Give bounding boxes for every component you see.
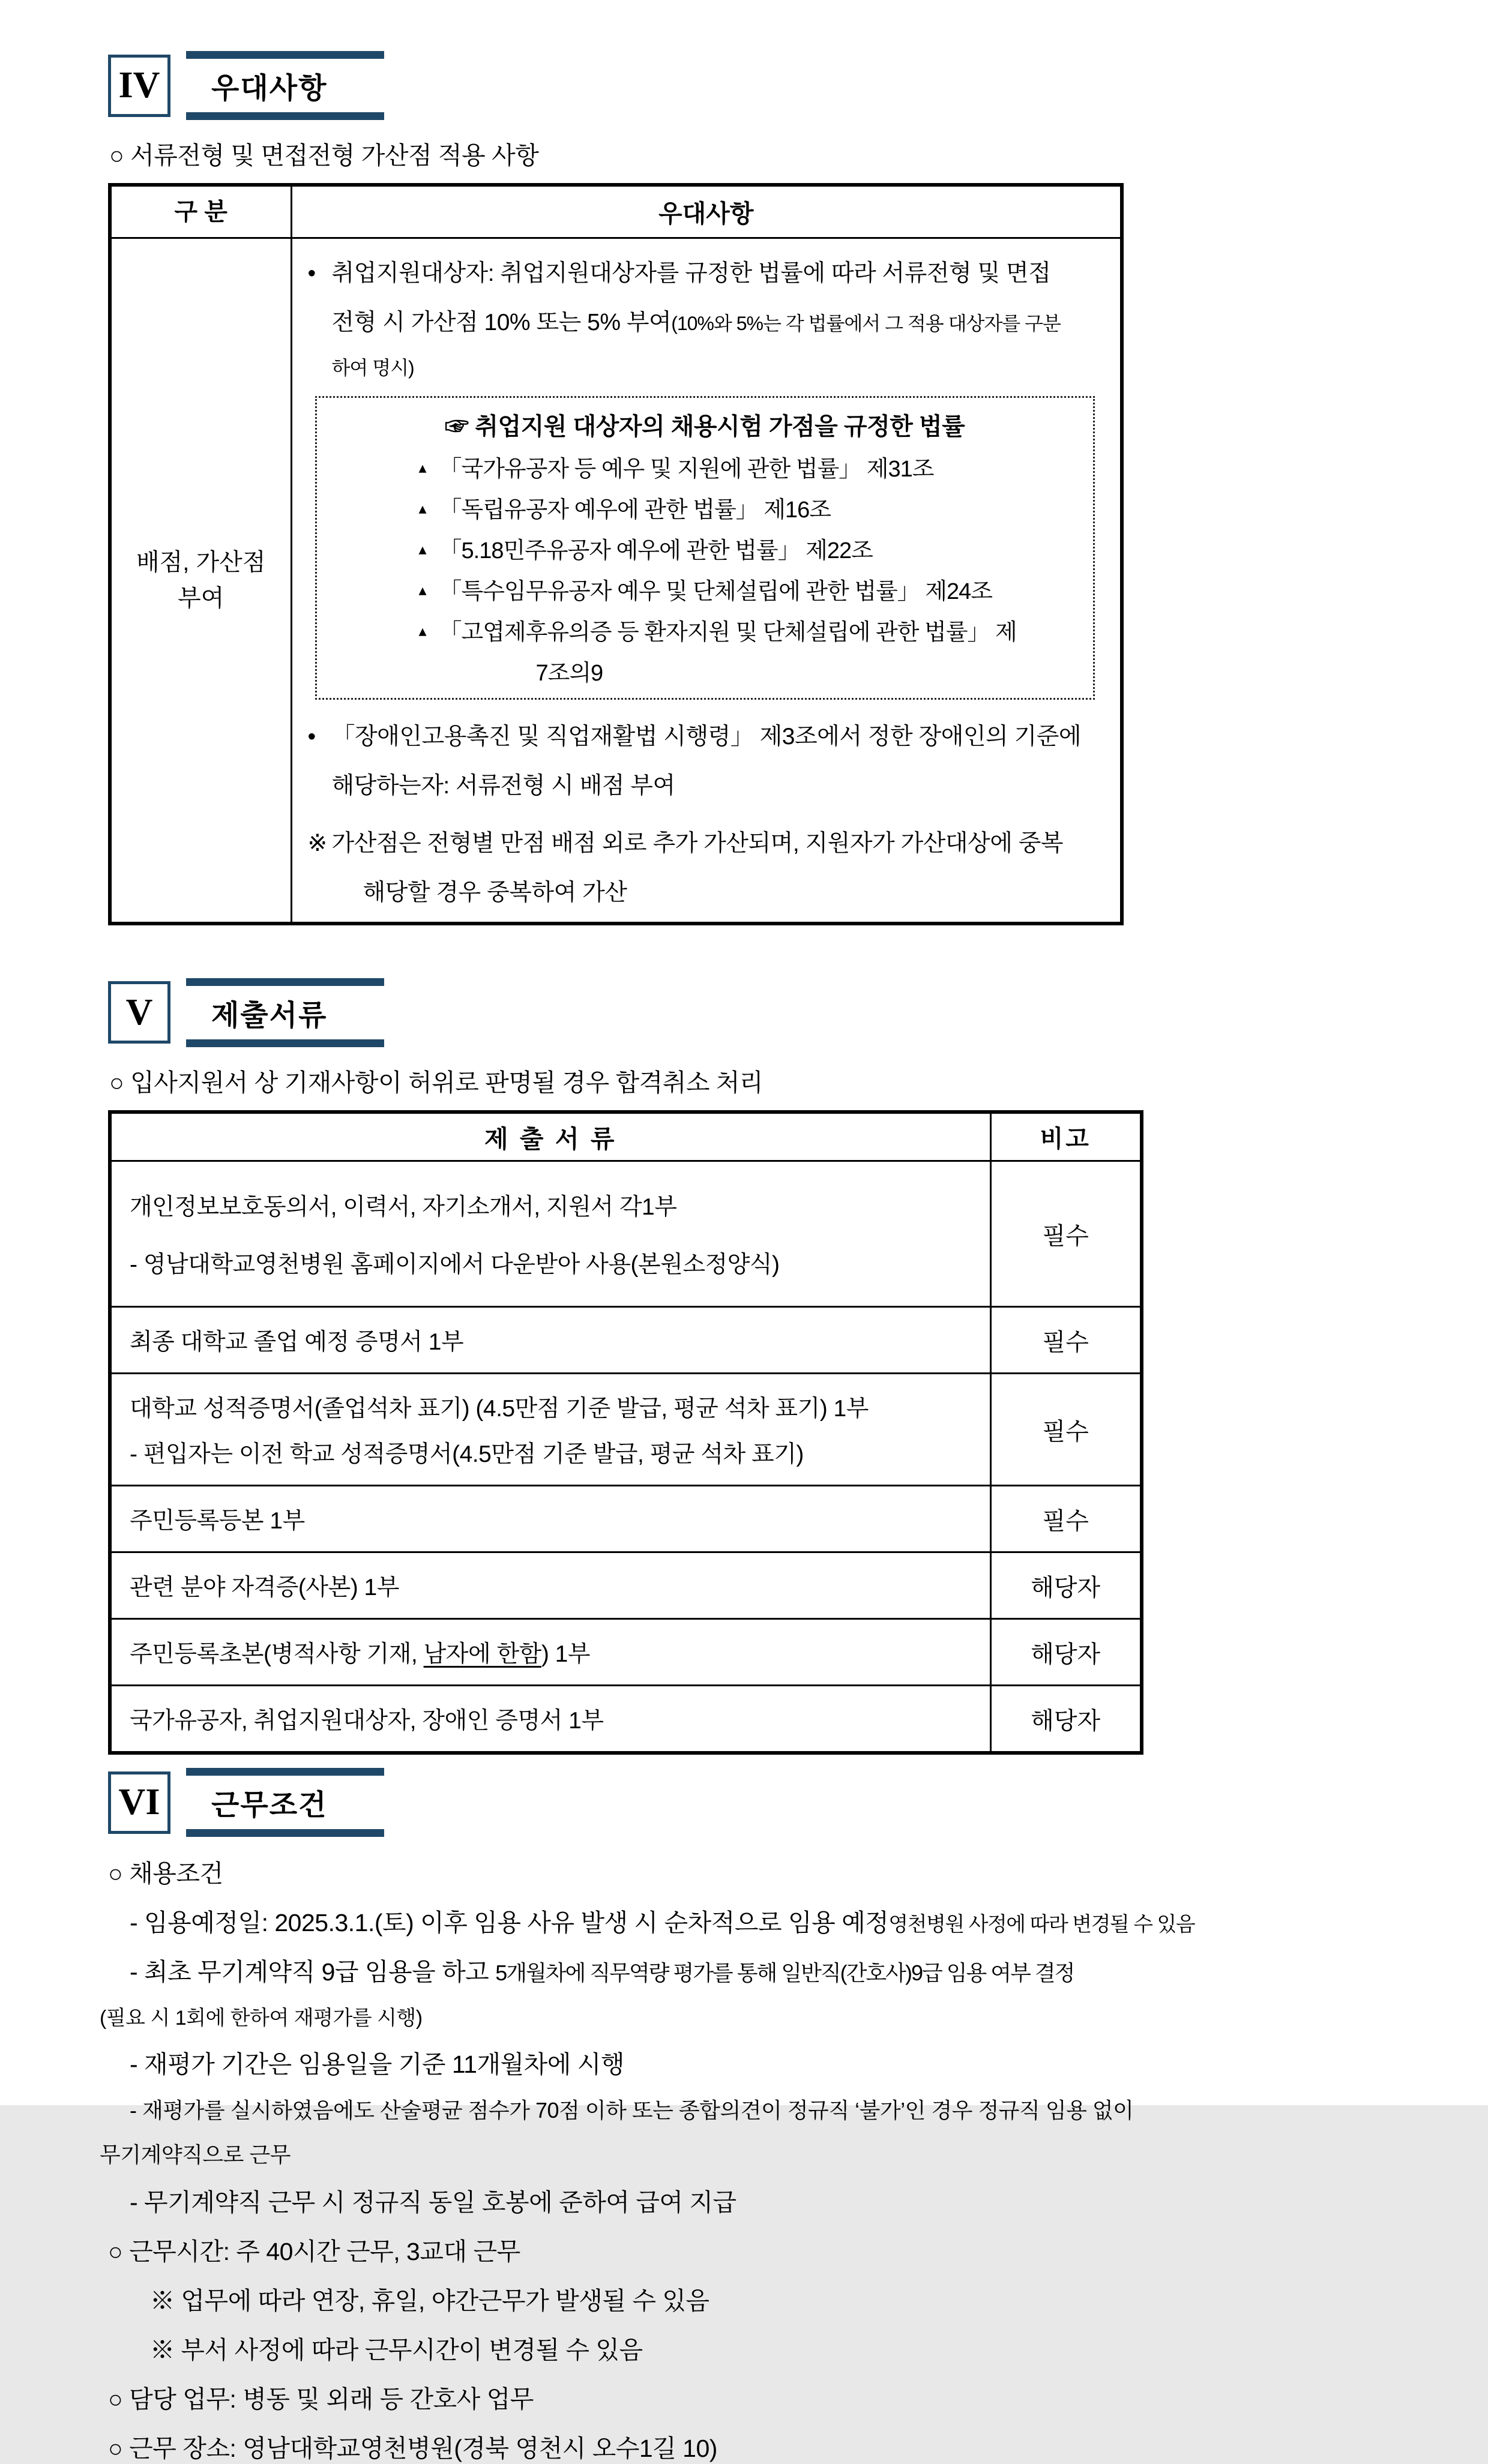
bullet1-line2-small: (10%와 5%는 각 법률에서 그 적용 대상자를 구분 xyxy=(671,312,1061,334)
bullet2-line2: 해당하는자: 서류전형 시 배점 부여 xyxy=(331,772,675,799)
note-cell: 필수 xyxy=(990,1307,1142,1374)
note-cell: 필수 xyxy=(990,1486,1142,1552)
bullet1-line2 xyxy=(308,304,1106,337)
condition-item: - 재평가 기간은 임용일을 기준 11개월차에 시행 xyxy=(130,2051,624,2078)
note-text: 가산점은 전형별 만점 배점 외로 추가 가산되며, 지원자가 가산대상에 중복 xyxy=(331,830,1064,856)
condition-note: ※ 업무에 따라 연장, 휴일, 야간근무가 발생될 수 있음 xyxy=(150,2287,709,2315)
section-vi-numeral: VI xyxy=(108,1771,170,1834)
law-item xyxy=(329,450,1082,483)
document-subtext: - 영남대학교영천병원 홈페이지에서 다운받아 사용(본원소정양식) xyxy=(130,1252,780,1278)
row-label-line2: 부여 xyxy=(178,584,224,611)
document-text: 대학교 성적증명서(졸업석차 표기) (4.5만점 기준 발급, 평균 석차 표기) 1부 xyxy=(130,1396,869,1422)
bullet1-line1 xyxy=(308,254,1106,288)
col-header-note: 비고 xyxy=(990,1112,1142,1161)
bullet1-text: 취업지원대상자: 취업지원대상자를 규정한 법률에 따라 서류전형 및 면접 xyxy=(331,260,1051,286)
document-cell: 주민등록등본 1부 xyxy=(110,1486,990,1552)
bullet-icon: • xyxy=(307,723,316,750)
section-v-title: 제출서류 xyxy=(186,978,384,1047)
condition-text: - 임용예정일: 2025.3.1.(토) 이후 임용 사유 발생 시 순차적으로 임용 예정 xyxy=(130,1909,889,1937)
condition-note: ※ 부서 사정에 따라 근무시간이 변경될 수 있음 xyxy=(150,2336,643,2364)
section-v-numeral: V xyxy=(108,981,170,1044)
document-text: ) 1부 xyxy=(541,1641,590,1667)
law-item-text: 「특수임무유공자 예우 및 단체설립에 관한 법률」 제24조 xyxy=(439,578,992,604)
triangle-icon: ▴ xyxy=(418,499,426,517)
pointing-hand-icon: ☞ xyxy=(445,413,469,440)
note-cell: 해당자 xyxy=(990,1686,1142,1753)
col-header-category: 구 분 xyxy=(110,185,291,238)
condition-small-text: 영천병원 사정에 따라 변경될 수 있음 xyxy=(888,1913,1195,1936)
document-cell: 관련 분야 자격증(사본) 1부 xyxy=(110,1552,990,1619)
section-v-intro: ○ 입사지원서 상 기재사항이 허위로 판명될 경우 합격취소 처리 xyxy=(109,1068,764,1096)
table-row xyxy=(110,1486,1142,1552)
law-list-box xyxy=(315,396,1095,700)
section-iv-intro: ○ 서류전형 및 면접전형 가산점 적용 사항 xyxy=(109,142,539,169)
section-v-header xyxy=(108,978,1386,1047)
section-iv-header xyxy=(108,51,1386,120)
table-row xyxy=(110,1161,1142,1307)
preference-content-cell xyxy=(291,238,1122,924)
document-text: 주민등록초본(병적사항 기재, xyxy=(130,1641,424,1667)
triangle-icon: ▴ xyxy=(418,580,426,599)
law-item xyxy=(329,572,1082,605)
condition-item xyxy=(130,1903,1386,1938)
table-row xyxy=(110,1619,1142,1686)
bullet1-line3 xyxy=(308,353,1106,380)
bullet1-line3-small: 하여 명시) xyxy=(331,356,414,379)
note-cell: 필수 xyxy=(990,1161,1142,1307)
section-vi-header xyxy=(108,1768,1386,1837)
table-row xyxy=(110,1686,1142,1753)
document-cell xyxy=(110,1161,990,1307)
document-cell: 최종 대학교 졸업 예정 증명서 1부 xyxy=(110,1307,990,1374)
law-item xyxy=(329,532,1082,565)
table-note xyxy=(308,825,1106,907)
law-item-text: 「5.18민주유공자 예우에 관한 법률」 제22조 xyxy=(439,538,873,563)
condition-heading: ○ 근무시간: 주 40시간 근무, 3교대 근무 xyxy=(108,2238,520,2265)
documents-table xyxy=(108,1110,1143,1755)
table-header-row xyxy=(110,185,1122,238)
table-row xyxy=(110,1307,1142,1374)
note-line1 xyxy=(308,825,1106,858)
document-cell xyxy=(110,1619,990,1686)
table-row xyxy=(110,1552,1142,1619)
law-box-title-line xyxy=(329,407,1082,442)
bullet-icon: • xyxy=(307,260,316,286)
col-header-documents: 제 출 서 류 xyxy=(110,1112,990,1161)
law-item-text: 「국가유공자 등 예우 및 지원에 관한 법률」 제31조 xyxy=(439,456,934,482)
triangle-icon: ▴ xyxy=(418,621,426,640)
condition-item: - 무기계약직 근무 시 정규직 동일 호봉에 준하여 급여 지급 xyxy=(130,2189,736,2216)
document-underlined-text: 남자에 한함 xyxy=(423,1641,541,1667)
table-row xyxy=(110,1374,1142,1486)
reference-mark-icon: ※ xyxy=(307,830,327,856)
condition-continuation: (필요 시 1회에 한하여 재평가를 시행) xyxy=(100,2007,423,2030)
section-iv-numeral: IV xyxy=(108,55,170,117)
bullet1-line2-main: 전형 시 가산점 10% 또는 5% 부여 xyxy=(331,309,672,335)
law-box-title: 취업지원 대상자의 채용시험 가점을 규정한 법률 xyxy=(475,413,965,440)
note-line2: 해당할 경우 중복하여 가산 xyxy=(363,879,627,906)
section-vi-title: 근무조건 xyxy=(186,1768,384,1837)
working-conditions-list xyxy=(100,1854,1386,2464)
condition-text: - 최초 무기계약직 9급 임용을 하고 xyxy=(130,1958,496,1986)
document-cell: 국가유공자, 취업지원대상자, 장애인 증명서 1부 xyxy=(110,1686,990,1753)
row-label-line1: 배점, 가산점 xyxy=(136,548,266,575)
document-text: 개인정보보호동의서, 이력서, 자기소개서, 지원서 각1부 xyxy=(130,1194,677,1220)
row-label-cell xyxy=(110,238,291,924)
law-item xyxy=(329,491,1082,524)
condition-small-text: 5개월차에 직무역량 평가를 통해 일반직(간호사)9급 임용 여부 결정 xyxy=(495,1961,1074,1985)
law-item xyxy=(329,613,1082,646)
law-item-continuation: 7조의9 xyxy=(535,660,603,686)
table-row xyxy=(110,238,1122,924)
bullet2-line1 xyxy=(308,718,1106,751)
condition-continuation: 무기계약직으로 근무 xyxy=(100,2142,291,2167)
condition-item: - 재평가를 실시하였음에도 산술평균 점수가 70점 이하 또는 종합의견이 정규직 ‘불가’인 경우 정규직 임용 없이 xyxy=(130,2098,1134,2123)
condition-heading: ○ 채용조건 xyxy=(108,1860,223,1887)
note-cell: 해당자 xyxy=(990,1619,1142,1686)
condition-item xyxy=(130,1952,1386,1988)
note-cell: 해당자 xyxy=(990,1552,1142,1619)
col-header-preference: 우대사항 xyxy=(291,185,1122,238)
bullet2-text: 「장애인고용촉진 및 직업재활법 시행령」 제3조에서 정한 장애인의 기준에 xyxy=(331,723,1082,750)
document-cell xyxy=(110,1374,990,1486)
condition-heading: ○ 근무 장소: 영남대학교영천병원(경북 영천시 오수1길 10) xyxy=(108,2435,717,2462)
law-item-text: 「독립유공자 예우에 관한 법률」 제16조 xyxy=(439,497,831,523)
document-subtext: - 편입자는 이전 학교 성적증명서(4.5만점 기준 발급, 평균 석차 표기) xyxy=(130,1441,804,1467)
note-cell: 필수 xyxy=(990,1374,1142,1486)
section-iv-title: 우대사항 xyxy=(186,51,384,120)
preference-table xyxy=(108,183,1124,925)
condition-heading: ○ 담당 업무: 병동 및 외래 등 간호사 업무 xyxy=(108,2385,534,2413)
triangle-icon: ▴ xyxy=(418,458,426,476)
law-item-text: 「고엽제후유의증 등 환자지원 및 단체설립에 관한 법률」 제 xyxy=(439,619,1017,645)
triangle-icon: ▴ xyxy=(418,539,426,558)
table-header-row xyxy=(110,1112,1142,1161)
